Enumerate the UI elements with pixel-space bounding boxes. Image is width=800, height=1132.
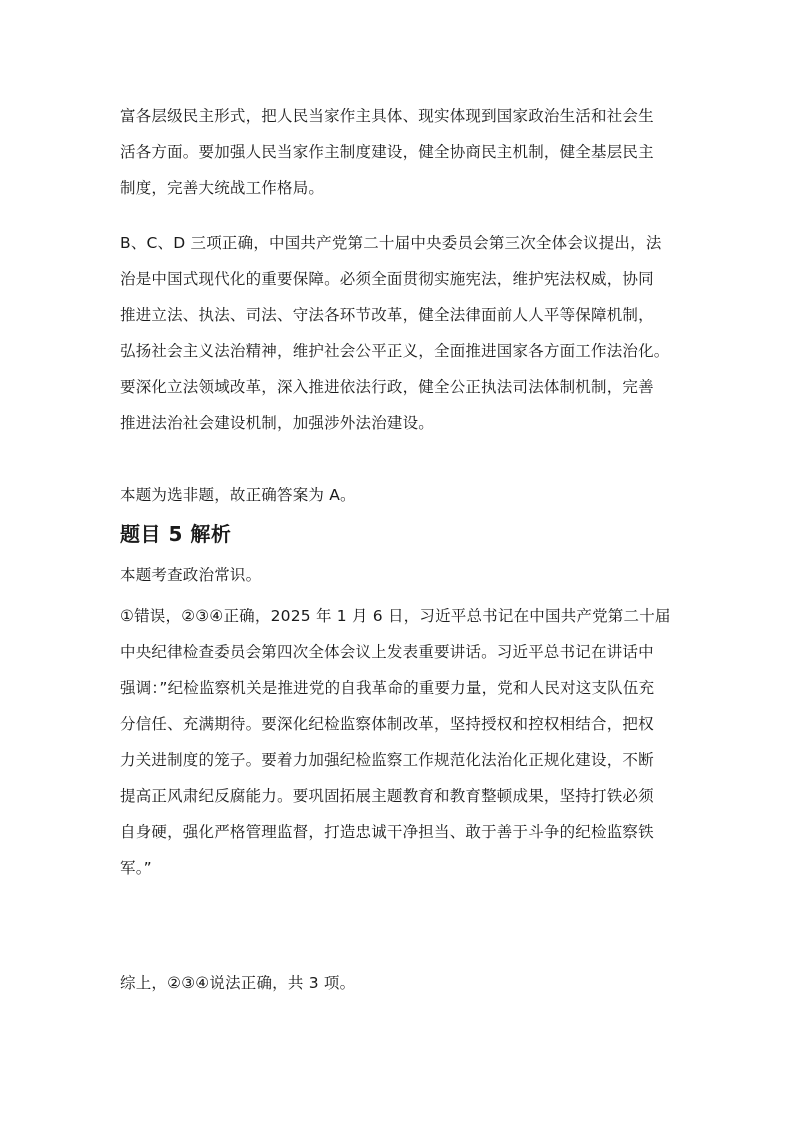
paragraph-answer bbox=[120, 477, 690, 513]
text-line: 综上，②③④说法正确，共 3 项。 bbox=[120, 974, 356, 992]
paragraph-rule-of-law bbox=[120, 225, 690, 441]
text-line: 力关进制度的笼子。要着力加强纪检监察工作规范化法治化正规化建设，不断 bbox=[120, 751, 654, 769]
text-line: 自身硬，强化严格管理监督，打造忠诚干净担当、敢于善于斗争的纪检监察铁 bbox=[120, 823, 654, 841]
text-line: 提高正风肃纪反腐能力。要巩固拓展主题教育和教育整顿成果，坚持打铁必须 bbox=[120, 787, 654, 805]
text-line: 活各方面。要加强人民当家作主制度建设，健全协商民主机制，健全基层民主 bbox=[120, 143, 654, 161]
text-line: 军。” bbox=[120, 859, 152, 877]
text-line: B、C、D 三项正确，中国共产党第二十届中央委员会第三次全体会议提出，法 bbox=[120, 234, 662, 252]
paragraph-conclusion bbox=[120, 965, 690, 1001]
text-line: 治是中国式现代化的重要保障。必须全面贯彻实施宪法，维护宪法权威，协同 bbox=[120, 270, 654, 288]
paragraph-democracy bbox=[120, 98, 690, 206]
text-line: 推进立法、执法、司法、守法各环节改革，健全法律面前人人平等保障机制， bbox=[120, 306, 654, 324]
text-line: 要深化立法领域改革，深入推进依法行政，健全公正执法司法体制机制，完善 bbox=[120, 378, 654, 396]
text-line: 本题为选非题，故正确答案为 A。 bbox=[120, 486, 356, 504]
text-line: 弘扬社会主义法治精神，维护社会公平正义，全面推进国家各方面工作法治化。 bbox=[120, 342, 670, 360]
text-line: 中央纪律检查委员会第四次全体会议上发表重要讲话。习近平总书记在讲话中 bbox=[120, 643, 654, 661]
paragraph-topic bbox=[120, 557, 690, 593]
text-line: 本题考查政治常识。 bbox=[120, 566, 262, 584]
text-line: 制度，完善大统战工作格局。 bbox=[120, 179, 325, 197]
text-line: 推进法治社会建设机制，加强涉外法治建设。 bbox=[120, 414, 435, 432]
question-5-heading: 题目 5 解析 bbox=[120, 522, 232, 546]
paragraph-discipline-inspection bbox=[120, 598, 690, 886]
text-line: 分信任、充满期待。要深化纪检监察体制改革，坚持授权和控权相结合，把权 bbox=[120, 715, 654, 733]
text-line: ①错误，②③④正确，2025 年 1 月 6 日，习近平总书记在中国共产党第二十届 bbox=[120, 607, 671, 625]
text-line: 富各层级民主形式，把人民当家作主具体、现实体现到国家政治生活和社会生 bbox=[120, 107, 654, 125]
text-line: 强调：”纪检监察机关是推进党的自我革命的重要力量，党和人民对这支队伍充 bbox=[120, 679, 655, 697]
